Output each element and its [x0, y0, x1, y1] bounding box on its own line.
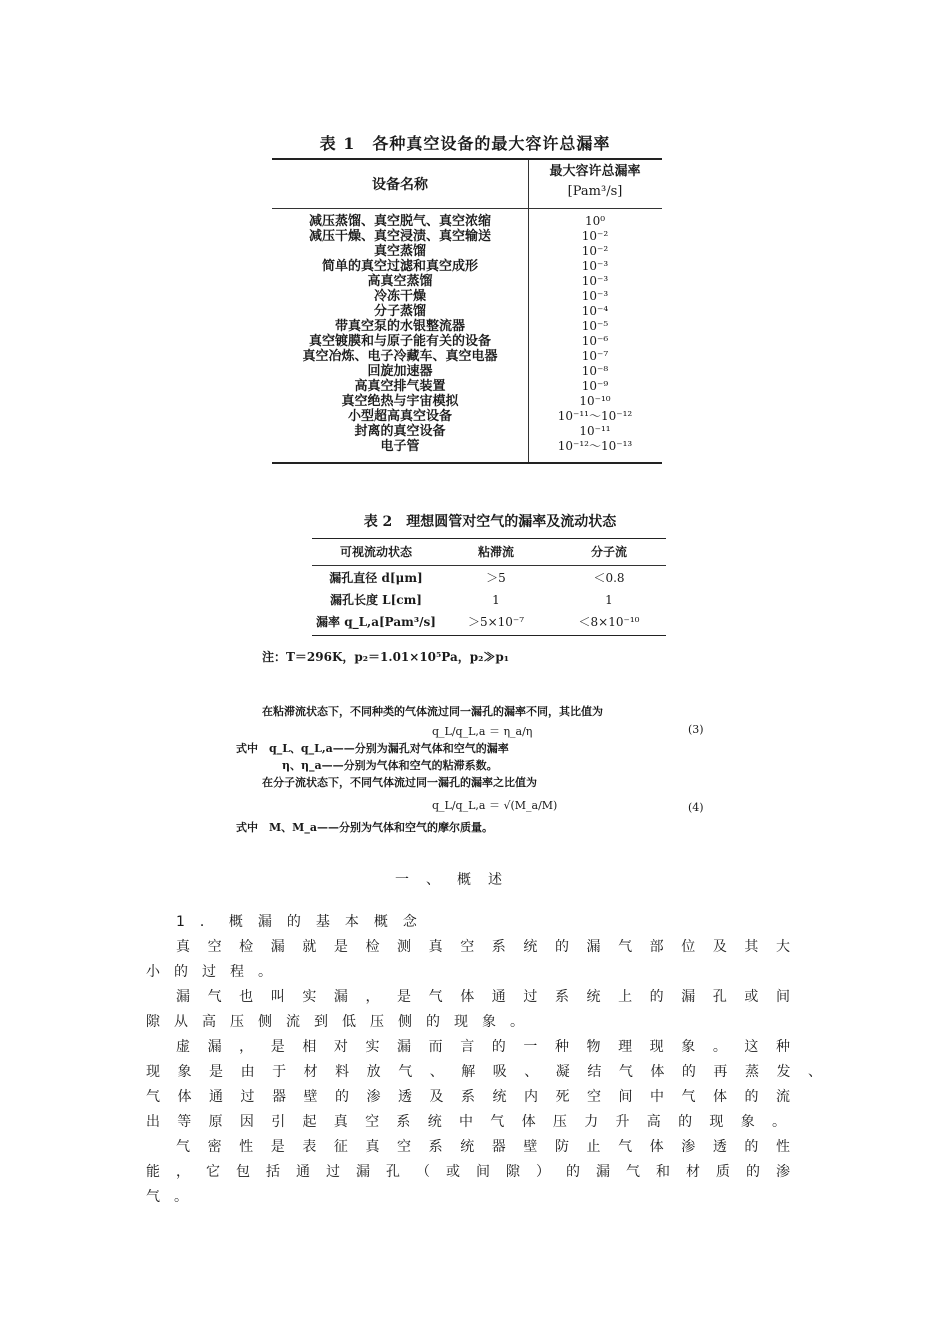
- table1-leak-rate: 10⁻⁹: [581, 379, 609, 393]
- table1-leak-rate: 10⁻²: [581, 244, 609, 258]
- table1-leak-rate: 10⁻⁷: [581, 349, 609, 363]
- table1-device-name: 高真空排气装置: [354, 379, 446, 394]
- table1-device-name: 真空绝热与宇宙模拟: [341, 394, 459, 409]
- section-title: 一、概述: [395, 872, 519, 888]
- table1-leak-rate: 10⁻²: [581, 229, 609, 243]
- table1-leak-rate: 10⁻³: [581, 274, 609, 288]
- formula-where-1a: 式中 q_L、q_L,a——分别为漏孔对气体和空气的漏率: [236, 742, 509, 755]
- equation-3: q_L/q_L,a ＝ η_a/η: [432, 725, 533, 738]
- table-row: [272, 214, 662, 229]
- table2-header-divider: [312, 565, 666, 566]
- paragraph-line: 气密性是表征真空系统器壁防止气体渗透的性: [176, 1139, 790, 1155]
- table1: [272, 158, 662, 464]
- table1-leak-rate: 10⁻¹⁰: [579, 394, 611, 408]
- paragraph-line: 隙从高压侧流到低压侧的现象。: [146, 1014, 538, 1030]
- table1-header-divider: [272, 208, 662, 209]
- table1-header-name: 设备名称: [372, 177, 428, 193]
- table2-cell: 漏率 q_L,a[Pam³/s]: [316, 615, 436, 629]
- table2-cell: ＜8×10⁻¹⁰: [578, 615, 640, 629]
- equation-4-number: (4): [688, 801, 704, 814]
- table2-cell: 1: [605, 593, 613, 607]
- table1-device-name: 冷冻干燥: [373, 289, 426, 304]
- paragraph-line: 漏气也叫实漏，是气体通过系统上的漏孔或间: [176, 989, 790, 1005]
- paragraph-line: 能，它包括通过漏孔（或间隙）的漏气和材质的渗: [146, 1164, 790, 1180]
- table-row: [272, 364, 662, 379]
- table2-title: 表 2 理想圆管对空气的漏率及流动状态: [363, 514, 617, 530]
- table1-leak-rate: 10⁻⁸: [581, 364, 609, 378]
- formula-intro-viscous: 在粘滞流状态下，不同种类的气体流过同一漏孔的漏率不同，其比值为: [262, 705, 603, 718]
- table1-leak-rate: 10⁰: [584, 214, 606, 228]
- table1-device-name: 真空冶炼、电子冷藏车、真空电器: [302, 349, 498, 364]
- section-subtitle: 1．概漏的基本概念: [176, 914, 432, 930]
- table2-note: 注：T＝296K，p₂＝1.01×10⁵Pa，p₂≫p₁: [262, 650, 510, 664]
- table2-header-cell: 粘滞流: [477, 545, 514, 559]
- table1-leak-rate: 10⁻¹²～10⁻¹³: [557, 439, 633, 453]
- table-row: [272, 439, 662, 454]
- table1-leak-rate: 10⁻³: [581, 289, 609, 303]
- table-row: [312, 611, 666, 633]
- paragraph-line: 虚漏，是相对实漏而言的一种物理现象。这种: [176, 1039, 790, 1055]
- table-row: [272, 289, 662, 304]
- paragraph-line: 气。: [146, 1189, 202, 1205]
- table-row: [272, 304, 662, 319]
- table-row: [312, 589, 666, 611]
- table-row: [312, 567, 666, 589]
- table1-leak-rate: 10⁻¹¹: [579, 424, 611, 438]
- table2-cell: ＞5: [486, 571, 506, 585]
- table1-leak-rate: 10⁻⁴: [581, 304, 609, 318]
- table2-cell: 漏孔长度 L[cm]: [330, 593, 422, 607]
- table-row: [272, 409, 662, 424]
- table-row: [272, 349, 662, 364]
- table2-header-row: [312, 541, 666, 563]
- table2-cell: ＜0.8: [593, 571, 625, 585]
- equation-3-number: (3): [688, 723, 704, 736]
- formula-intro-molecular: 在分子流状态下，不同气体流过同一漏孔的漏率之比值为: [262, 776, 537, 789]
- table1-device-name: 减压蒸馏、真空脱气、真空浓缩: [308, 214, 491, 229]
- table1-device-name: 高真空蒸馏: [367, 274, 433, 289]
- table1-leak-rate: 10⁻⁵: [581, 319, 609, 333]
- paragraph-line: 真空检漏就是检测真空系统的漏气部位及其大: [176, 939, 790, 955]
- table1-header-rate: [528, 162, 662, 202]
- table1-title: 表 1 各种真空设备的最大容许总漏率: [319, 134, 611, 153]
- table1-header-unit: [Pam³/s]: [567, 184, 623, 199]
- table-row: [272, 379, 662, 394]
- table2-cell: 漏孔直径 d[μm]: [329, 571, 423, 585]
- table1-leak-rate: 10⁻³: [581, 259, 609, 273]
- table1-device-name: 小型超高真空设备: [347, 409, 452, 424]
- table1-leak-rate: 10⁻⁶: [581, 334, 609, 348]
- formula-where-1b: η、η_a——分别为气体和空气的粘滞系数。: [282, 759, 498, 772]
- table2-cell: ＞5×10⁻⁷: [467, 615, 525, 629]
- equation-4: q_L/q_L,a ＝ √(M_a/M): [432, 799, 558, 812]
- table-row: [272, 229, 662, 244]
- table-row: [272, 334, 662, 349]
- table1-device-name: 简单的真空过滤和真空成形: [321, 259, 478, 274]
- paragraph-line: 出等原因引起真空系统中气体压力升高的现象。: [146, 1114, 786, 1130]
- table-row: [272, 259, 662, 274]
- paragraph-line: 小的过程。: [146, 964, 286, 980]
- table-row: [272, 394, 662, 409]
- table1-device-name: 回旋加速器: [367, 364, 433, 379]
- table-row: [272, 274, 662, 289]
- table-row: [272, 424, 662, 439]
- table1-leak-rate: 10⁻¹¹～10⁻¹²: [557, 409, 633, 423]
- table2-cell: 1: [492, 593, 500, 607]
- table1-device-name: 减压干燥、真空浸渍、真空输送: [308, 229, 491, 244]
- paragraph-line: 现象是由于材料放气、解吸、凝结气体的再蒸发、: [146, 1064, 822, 1080]
- table1-device-name: 真空蒸馏: [373, 244, 426, 259]
- table-row: [272, 244, 662, 259]
- table1-device-name: 真空镀膜和与原子能有关的设备: [308, 334, 491, 349]
- table2-header-cell: 分子流: [590, 545, 627, 559]
- table1-device-name: 封离的真空设备: [354, 424, 446, 439]
- table-row: [272, 319, 662, 334]
- table2: [312, 538, 666, 636]
- formula-where-2: 式中 M、M_a——分别为气体和空气的摩尔质量。: [236, 821, 493, 834]
- paragraph-line: 气体通过器壁的渗透及系统内死空间中气体的流: [146, 1089, 790, 1105]
- table2-header-cell: 可视流动状态: [339, 545, 412, 559]
- table1-header-rate-label: 最大容许总漏率: [549, 164, 641, 179]
- table1-device-name: 带真空泵的水银整流器: [334, 319, 465, 334]
- table1-device-name: 电子管: [380, 439, 420, 454]
- table1-device-name: 分子蒸馏: [373, 304, 426, 319]
